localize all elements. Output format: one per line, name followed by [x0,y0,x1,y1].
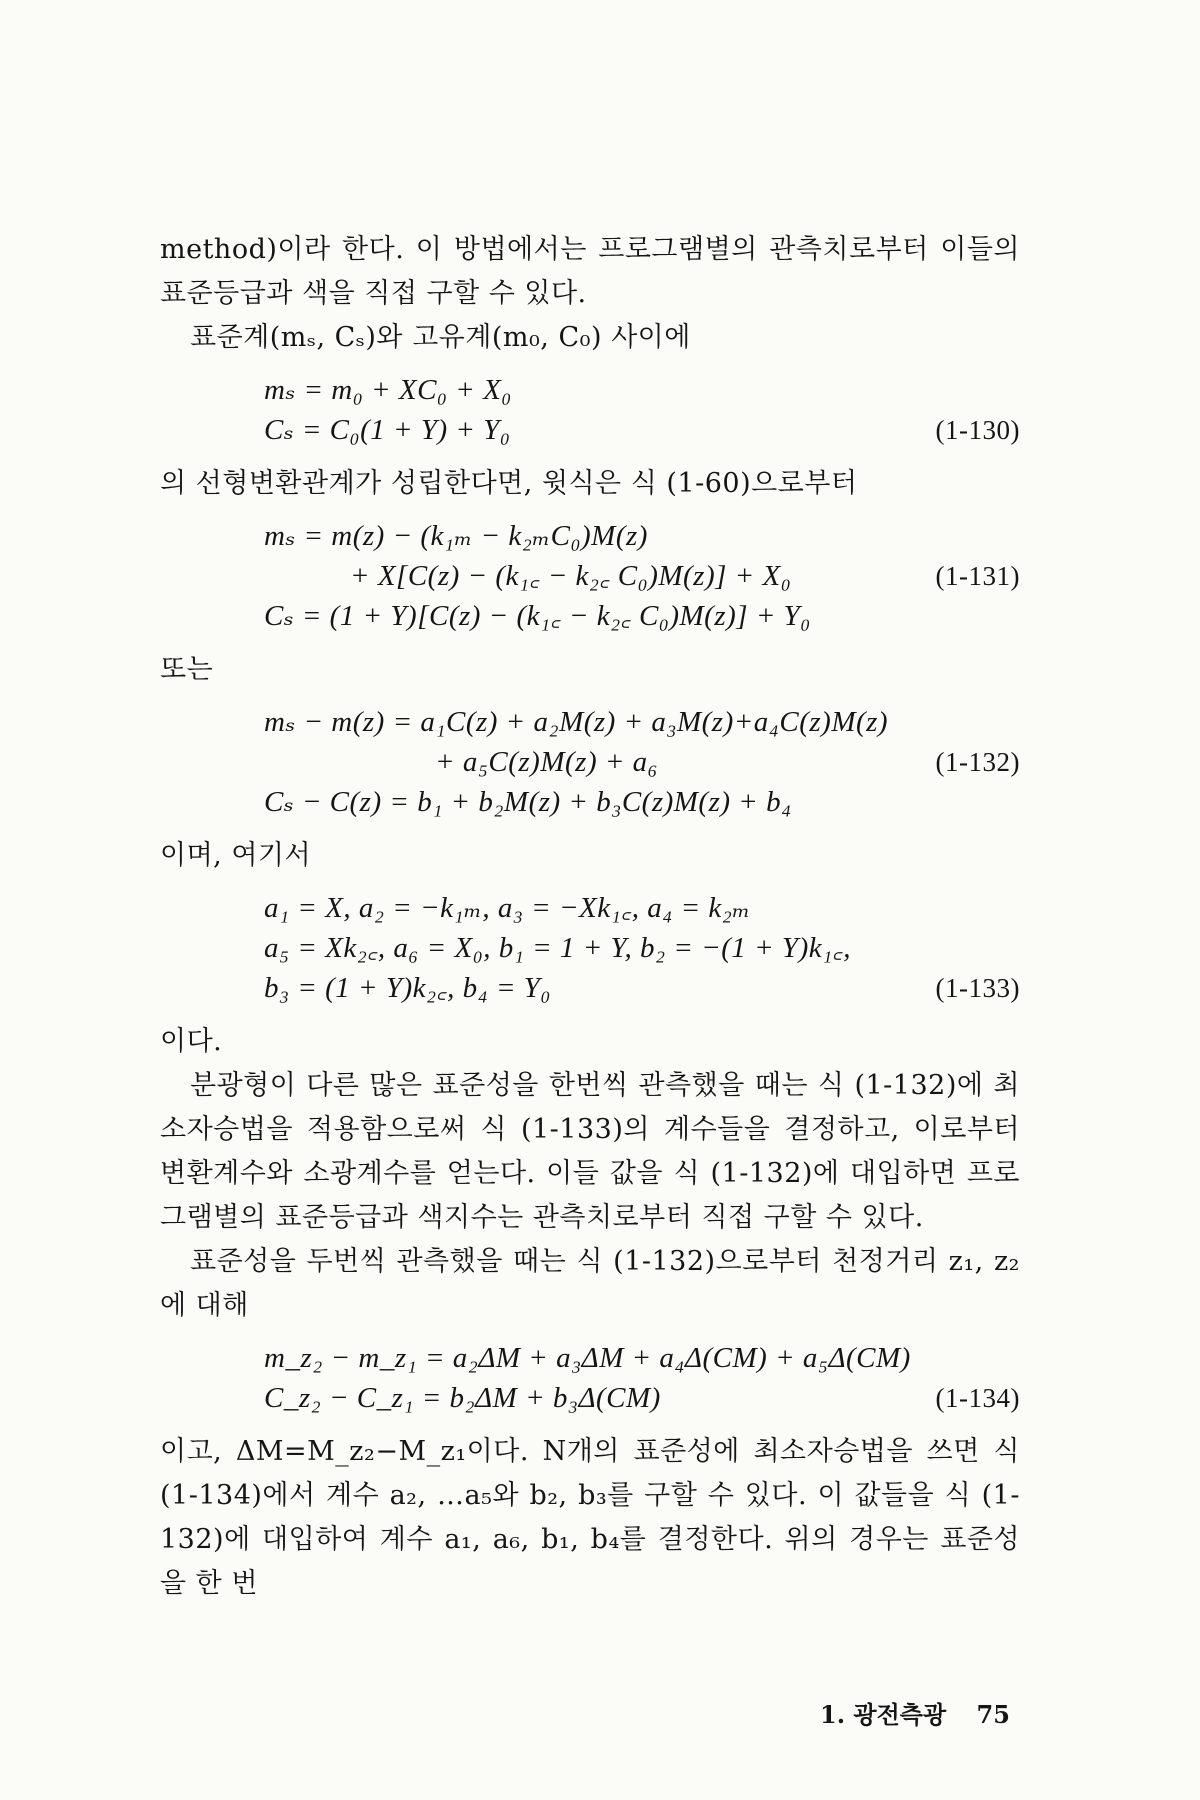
equation-line: Cₛ − C(z) = b₁ + b₂M(z) + b₃C(z)M(z) + b₄ [264,786,792,818]
equation-line: b₃ = (1 + Y)k₂꜀, b₄ = Y₀ [264,972,552,1004]
paragraph-6: 분광형이 다른 많은 표준성을 한번씩 관측했을 때는 식 (1-132)에 최소자승법을 적용함으로써 식 (1-133)의 계수들을 결정하고, 이로부터 변환계수와 소광계수를 얻는다. 이들 값을 식 (1-132)에 대입하면 프로그램별의 표준등급과 색지수는 관측치로부터 직접 구할 수 있다. [160,1070,1020,1233]
paragraph-4: 이며, 여기서 [160,840,312,871]
equation-line: Cₛ = (1 + Y)[C(z) − (k₁꜀ − k₂꜀ C₀)M(z)] + Y₀ [264,600,811,632]
page-body [160,228,1020,1606]
equation-number: (1-131) [935,561,1020,591]
equation-line: mₛ − m(z) = a₁C(z) + a₂M(z) + a₃M(z)+a₄C(z)M(z) [264,706,889,738]
equation-line: m_z₂ − m_z₁ = a₂ΔM + a₃ΔM + a₄Δ(CM) + a₅Δ(CM) [264,1342,911,1374]
paragraph-intro-1: method)이라 한다. 이 방법에서는 프로그램별의 관측치로부터 이들의 표준등급과 색을 직접 구할 수 있다. [160,234,1020,309]
paragraph-5: 이다. [160,1026,223,1057]
equation-number: (1-134) [935,1383,1020,1413]
equation-line: Cₛ = C₀(1 + Y) + Y₀ [264,414,511,446]
paragraph-7: 표준성을 두번씩 관측했을 때는 식 (1-132)으로부터 천정거리 z₁, z₂에 대해 [160,1246,1020,1321]
equation-line: a₁ = X, a₂ = −k₁ₘ, a₃ = −Xk₁꜀, a₄ = k₂ₘ [264,892,751,924]
section-title: 1. 광전측광 [820,1700,947,1729]
equation-line: + X[C(z) − (k₁꜀ − k₂꜀ C₀)M(z)] + X₀ [350,560,792,592]
paragraph-8: 이고, ΔM=M_z₂−M_z₁이다. N개의 표준성에 최소자승법을 쓰면 식 (1-134)에서 계수 a₂, …a₅와 b₂, b₃를 구할 수 있다. 이 값들을 식 (1-132)에 대입하여 계수 a₁, a₆, b₁, b₄를 결정한다. 위의 경우는 표준성을 한 번 [160,1436,1020,1599]
paragraph-3: 또는 [160,654,214,685]
page-footer [820,1695,1010,1730]
paragraph-intro-2: 표준계(mₛ, Cₛ)와 고유계(m₀, C₀) 사이에 [190,322,691,353]
equation-1-133 [160,888,1020,1008]
equation-line: C_z₂ − C_z₁ = b₂ΔM + b₃Δ(CM) [264,1382,661,1414]
equation-number: (1-130) [935,415,1020,445]
equation-1-131 [160,516,1020,636]
page-number: 75 [976,1700,1010,1729]
equation-1-134 [160,1338,1020,1418]
equation-line: a₅ = Xk₂꜀, a₆ = X₀, b₁ = 1 + Y, b₂ = −(1 + Y)k₁꜀, [264,932,851,964]
equation-line: mₛ = m₀ + XC₀ + X₀ [264,374,512,406]
paragraph-2: 의 선형변환관계가 성립한다면, 윗식은 식 (1-60)으로부터 [160,468,858,499]
equation-line: + a₅C(z)M(z) + a₆ [435,746,659,778]
equation-1-132 [160,702,1020,822]
equation-line: mₛ = m(z) − (k₁ₘ − k₂ₘC₀)M(z) [264,520,648,552]
equation-number: (1-132) [935,747,1020,777]
equation-1-130 [160,370,1020,450]
equation-number: (1-133) [935,973,1020,1003]
